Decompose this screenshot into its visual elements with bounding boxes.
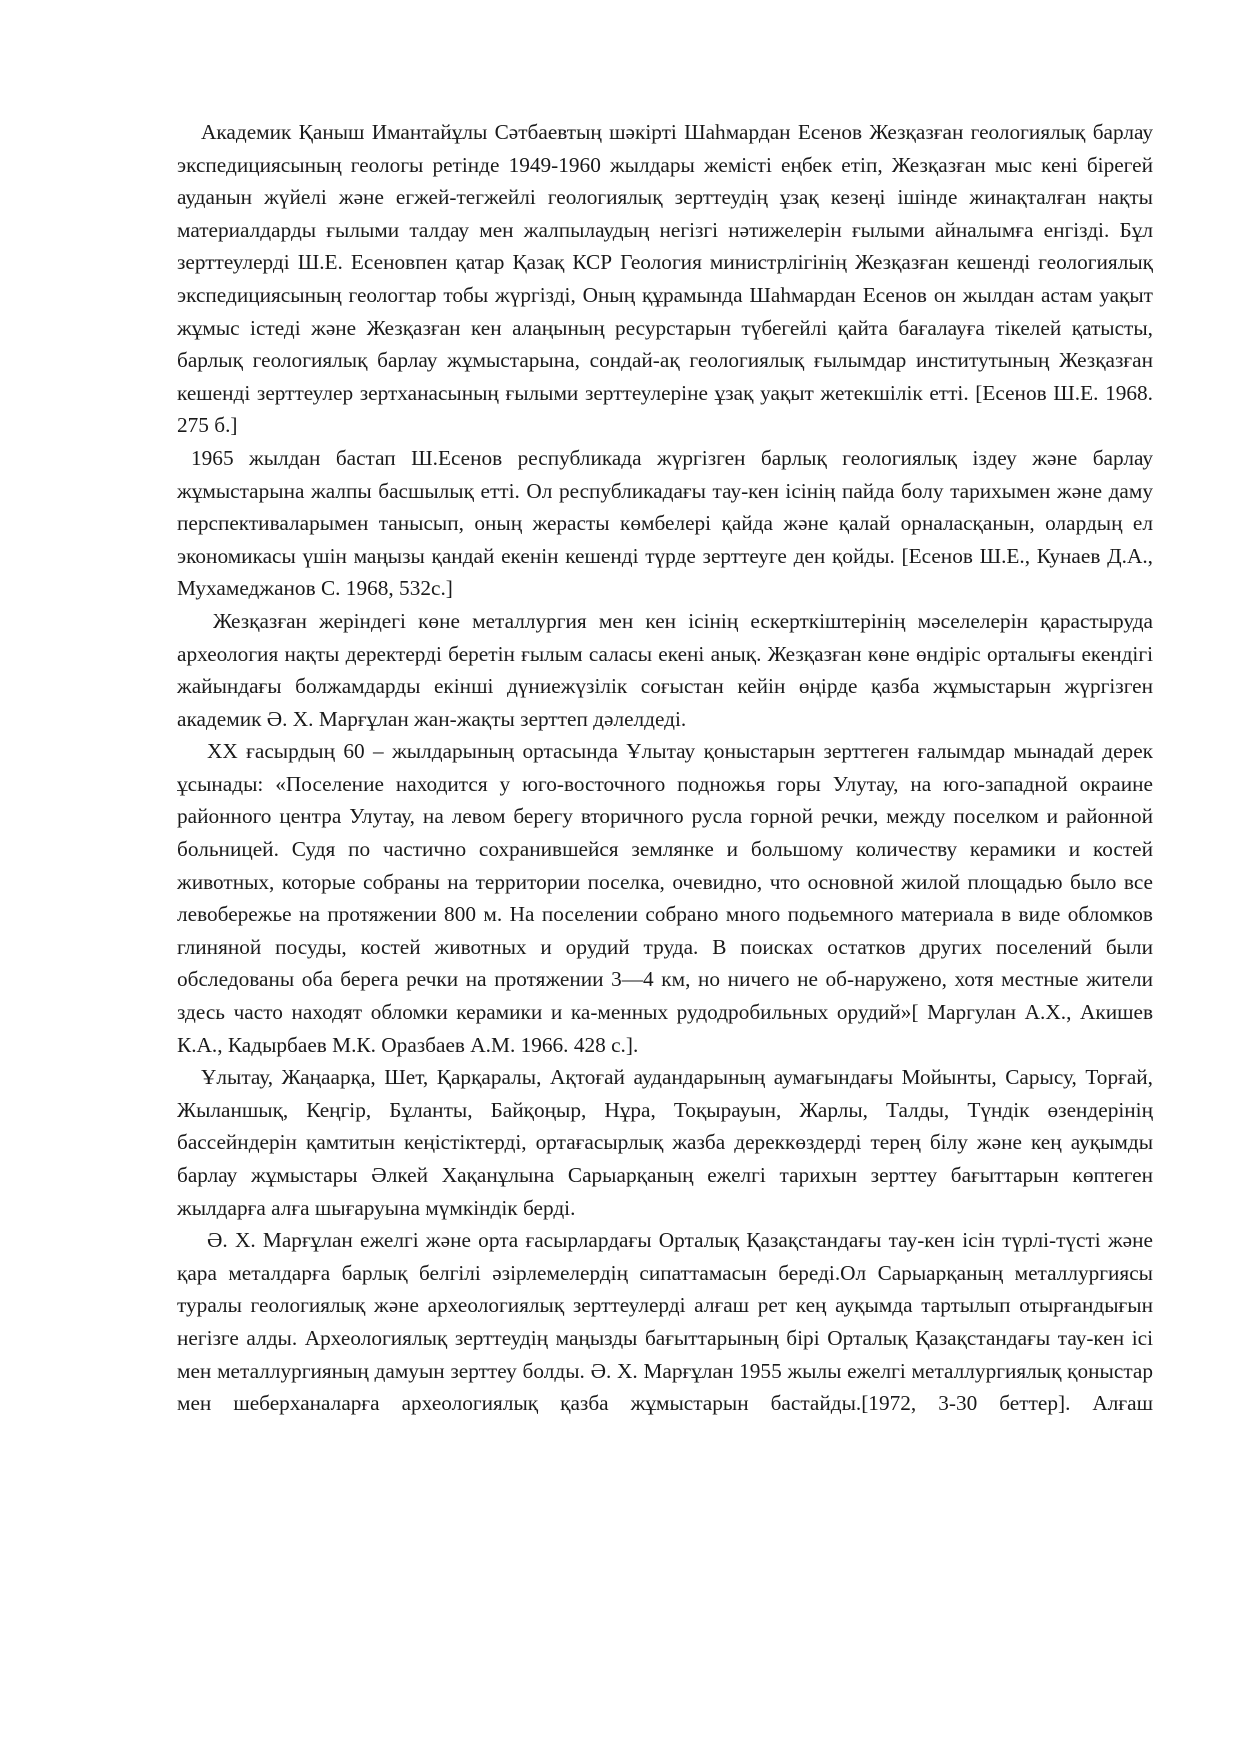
- paragraph-2: 1965 жылдан бастап Ш.Есенов республикада жүргізген барлық геологиялық іздеу және барлау жұмыстарына жалпы басшылық етті. Ол республикадағы тау-кен ісінің пайда болу тарихымен және даму перспективаларымен танысып, оның жерасты көмбелері қайда және қалай орналасқанын, олардың ел экономикасы үшін маңызы қандай екенін кешенді түрде зерттеуге ден қойды. [Есенов Ш.Е., Кунаев Д.А., Мухамеджанов С. 1968, 532с.]: [177, 445, 1153, 601]
- paragraph-1: Академик Қаныш Имантайұлы Сәтбаевтың шәкірті Шаһмардан Есенов Жезқазған геологиялық барлау экспедициясының геологы ретінде 1949-1960 жылдары жемісті еңбек етіп, Жезқазған мыс кені бірегей ауданын жүйелі және егжей-тегжейлі геологиялық зерттеудің ұзақ кезеңі ішінде жинақталған нақты материалдарды ғылыми талдау мен жалпылаудың негізгі нәтижелерін ғылыми айналымға енгізді. Бұл зерттеулерді Ш.Е. Есеновпен қатар Қазақ КСР Геология министрлігінің Жезқазған кешенді геологиялық экспедициясының геологтар тобы жүргізді, Оның құрамында Шаһмардан Есенов он жылдан астам уақыт жұмыс істеді және Жезқазған кен алаңының ресурстарын түбегейлі қайта бағалауға тікелей қатысты, барлық геологиялық барлау жұмыстарына, сондай-ақ геологиялық ғылымдар институтының Жезқазған кешенді зерттеулер зертханасының ғылыми зерттеулеріне ұзақ уақыт жетекшілік етті. [Есенов Ш.Е. 1968. 275 б.]: [177, 120, 1153, 438]
- paragraph-4: XX ғасырдың 60 – жылдарының ортасында Ұлытау қоныстарын зерттеген ғалымдар мынадай дерек ұсынады: «Поселение находится у юго-восточного подножья горы Улутау, на юго-западной окраине районного центра Улутау, на левом берегу вторичного русла горной речки, между поселком и районной больницей. Судя по частично сохранившейся землянке и большому количеству керамики и костей животных, которые собраны на территории поселка, очевидно, что основной жилой площадью было все левобережье на протяжении 800 м. На поселении собрано много подьемного материала в виде обломков глиняной посуды, костей животных и орудий труда. В поисках остатков других поселений были обследованы оба берега речки на протяжении 3—4 км, но ничего не об-наружено, хотя местные жители здесь часто находят обломки керамики и ка-менных рудодробильных орудий»[ Маргулан А.Х., Акишев К.А., Кадырбаев М.К. Оразбаев А.М. 1966. 428 с.].: [177, 739, 1153, 1057]
- paragraph-3: Жезқазған жеріндегі көне металлургия мен кен ісінің ескерткіштерінің мәселелерін қарастыруда археология нақты деректерді беретін ғылым саласы екені анық. Жезқазған көне өндіріс орталығы екендігі жайындағы болжамдарды екінші дүниежүзілік соғыстан кейін өңірде қазба жұмыстарын жүргізген академик Ә. Х. Марғұлан жан-жақты зерттеп дәлелдеді.: [177, 608, 1153, 731]
- paragraph-6: Ә. Х. Марғұлан ежелгі және орта ғасырлардағы Орталық Қазақстандағы тау-кен ісін түрлі-түсті және қара металдарға барлық белгілі әзірлемелердің сипаттамасын береді.Ол Сарыарқаның металлургиясы туралы геологиялық және археологиялық зерттеулерді алғаш рет кең ауқымда тартылып отырғандығын негізге алды. Археологиялық зерттеудің маңызды бағыттарының бірі Орталық Қазақстандағы тау-кен ісі мен металлургияның дамуын зерттеу болды. Ә. Х. Марғұлан 1955 жылы ежелгі металлургиялық қоныстар мен шеберханаларға археологиялық қазба жұмыстарын бастайды.[1972, 3-30 беттер]. Алғаш: [177, 1228, 1153, 1416]
- paragraph-5: Ұлытау, Жаңаарқа, Шет, Қарқаралы, Ақтоғай аудандарының аумағындағы Мойынты, Сарысу, Торғай, Жыланшық, Кеңгір, Бұланты, Байқоңыр, Нұра, Тоқырауын, Жарлы, Талды, Түндік өзендерінің бассейндерін қамтитын кеңістіктерді, ортағасырлық жазба дереккөздерді терең білу және кең ауқымды барлау жұмыстары Әлкей Хақанұлына Сарыарқаның ежелгі тарихын зерттеу бағыттарын көптеген жылдарға алға шығаруына мүмкіндік берді.: [177, 1065, 1153, 1220]
- document-page: [177, 116, 1153, 1420]
